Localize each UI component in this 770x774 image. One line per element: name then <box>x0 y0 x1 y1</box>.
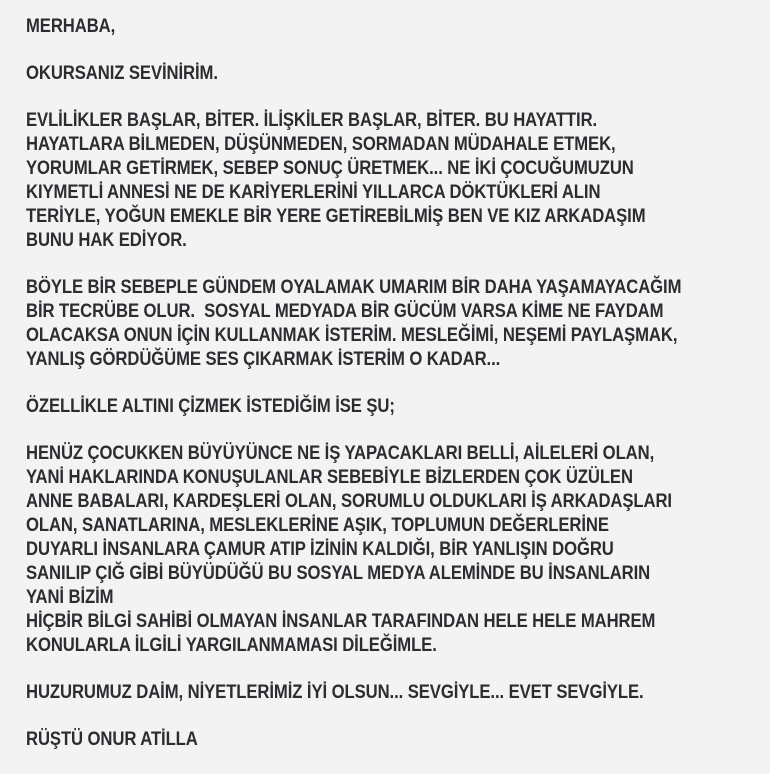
paragraph-closing <box>26 680 760 704</box>
text-line: HENÜZ ÇOCUKKEN BÜYÜYÜNCE NE İŞ YAPACAKLARI BELLİ, AİLELERİ OLAN, <box>26 442 655 464</box>
paragraph-body-2 <box>26 275 760 371</box>
text-line: OLACAKSA ONUN İÇİN KULLANMAK İSTERİM. MESLEĞİMİ, NEŞEMİ PAYLAŞMAK, <box>26 324 678 346</box>
text-line: KONULARLA İLGİLİ YARGILANMAMASI DİLEĞİMLE. <box>26 634 437 656</box>
paragraph-body-3 <box>26 441 760 657</box>
text-line: SANILIP ÇIĞ GİBİ BÜYÜDÜĞÜ BU SOSYAL MEDYA ALEMİNDE BU İNSANLARIN <box>26 562 651 584</box>
paragraph-greeting <box>26 14 760 38</box>
text-line: YANLIŞ GÖRDÜĞÜME SES ÇIKARMAK İSTERİM O KADAR... <box>26 348 501 370</box>
text-line: TERİYLE, YOĞUN EMEKLE BİR YERE GETİREBİLMİŞ BEN VE KIZ ARKADAŞIM <box>26 205 646 227</box>
text-line: YORUMLAR GETİRMEK, SEBEP SONUÇ ÜRETMEK... NE İKİ ÇOCUĞUMUZUN <box>26 157 634 179</box>
paragraph-body-1 <box>26 108 760 252</box>
text-line: HUZURUMUZ DAİM, NİYETLERİMİZ İYİ OLSUN... SEVGİYLE... EVET SEVGİYLE. <box>26 681 644 703</box>
text-line: KIYMETLİ ANNESİ NE DE KARİYERLERİNİ YILLARCA DÖKTÜKLERİ ALIN <box>26 181 601 203</box>
text-line: MERHABA, <box>26 15 116 37</box>
text-line: BİR TECRÜBE OLUR. SOSYAL MEDYADA BİR GÜCÜM VARSA KİME NE FAYDAM <box>26 300 664 322</box>
text-line: OLAN, SANATLARINA, MESLEKLERİNE AŞIK, TOPLUMUN DEĞERLERİNE <box>26 514 609 536</box>
text-line: BUNU HAK EDİYOR. <box>26 229 187 251</box>
text-line: OKURSANIZ SEVİNİRİM. <box>26 62 218 84</box>
text-line: DUYARLI İNSANLARA ÇAMUR ATIP İZİNİN KALDIĞI, BİR YANLIŞIN DOĞRU <box>26 538 614 560</box>
text-line: EVLİLİKLER BAŞLAR, BİTER. İLİŞKİLER BAŞLAR, BİTER. BU HAYATTIR. <box>26 109 598 131</box>
text-line: YANİ HAKLARINDA KONUŞULANLAR SEBEBİYLE BİZLERDEN ÇOK ÜZÜLEN <box>26 466 633 488</box>
paragraph-emphasis-intro <box>26 394 760 418</box>
paragraph-request <box>26 61 760 85</box>
text-line: RÜŞTÜ ONUR ATİLLA <box>26 728 198 750</box>
text-line: ÖZELLİKLE ALTINI ÇİZMEK İSTEDİĞİM İSE ŞU; <box>26 395 395 417</box>
text-line: BÖYLE BİR SEBEPLE GÜNDEM OYALAMAK UMARIM BİR DAHA YAŞAMAYACAĞIM <box>26 276 682 298</box>
paragraph-signature <box>26 727 760 751</box>
text-line: YANİ BİZİM <box>26 586 114 608</box>
statement-body <box>26 14 760 751</box>
text-line: HİÇBİR BİLGİ SAHİBİ OLMAYAN İNSANLAR TARAFINDAN HELE HELE MAHREM <box>26 610 656 632</box>
text-line: ANNE BABALARI, KARDEŞLERİ OLAN, SORUMLU OLDUKLARI İŞ ARKADAŞLARI <box>26 490 672 512</box>
text-line: HAYATLARA BİLMEDEN, DÜŞÜNMEDEN, SORMADAN MÜDAHALE ETMEK, <box>26 133 616 155</box>
